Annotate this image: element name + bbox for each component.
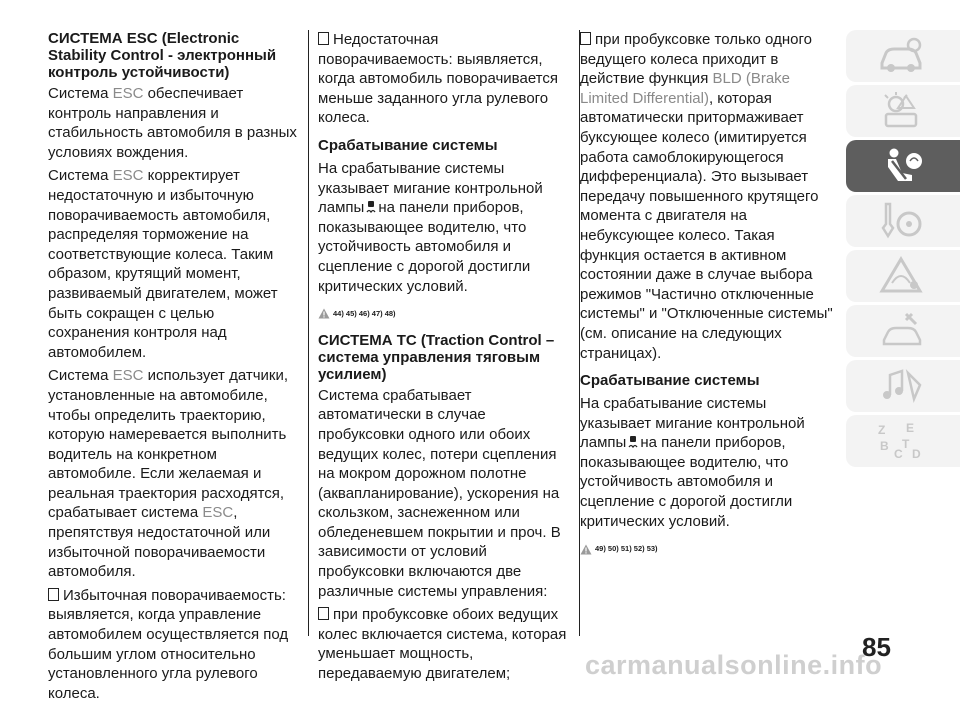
- esc-warning-lamp-icon: [365, 200, 377, 214]
- list-item: Недостаточная поворачиваемость: выявляется, когда автомобиль поворачивается меньше заданного угла рулевого колеса.: [318, 31, 558, 127]
- tab-car[interactable]: [846, 30, 960, 82]
- tab-safety[interactable]: [846, 140, 960, 192]
- music-nav-icon: [876, 365, 926, 407]
- watermark: carmanualsonline.info: [585, 650, 883, 680]
- section-heading: Срабатывание системы: [580, 372, 760, 390]
- paragraph: Система ESC корректирует недостаточную и избыточную поворачиваемость автомобиля, распределяя торможение на соответствующие колеса. Таким образом, крутящий момент, развиваемый двигателем, может быть сокращен с целью сохранения контроля над автомобилем.: [48, 167, 278, 361]
- list-item: при пробуксовке обоих ведущих колес включается система, которая уменьшает мощность, передаваемую двигателем;: [318, 606, 567, 683]
- warning-triangle-icon: [580, 544, 592, 555]
- column-divider: [308, 30, 309, 636]
- warning-reference: 49) 50) 51) 52) 53): [580, 539, 834, 559]
- paragraph: Система ESC обеспечивает контроль направления и стабильность автомобиля в разных условиях вождения.: [48, 85, 297, 161]
- warning-triangle-icon: [876, 255, 926, 297]
- esc-warning-lamp-icon: [627, 435, 639, 449]
- index-letter: Z: [878, 423, 886, 437]
- column-2: [318, 30, 570, 688]
- index-letter: D: [912, 447, 921, 461]
- warning-reference: 44) 45) 46) 47) 48): [318, 304, 570, 324]
- chapter-tabs: [846, 30, 960, 470]
- key-steering-icon: [876, 200, 926, 242]
- tab-starting-driving[interactable]: [846, 195, 960, 247]
- wrench-car-icon: [876, 310, 926, 352]
- index-letter: C: [894, 447, 903, 461]
- bullet-box-icon: [318, 607, 329, 620]
- paragraph: Система срабатывает автоматически в случае пробуксовки одного или обоих ведущих колес, потери сцепления на мокром дорожном полотне (аквапланирование), ускорения на скользком, заснеженном или обледеневшем покрытии и проч. В зависимости от условий пробуксовки включаются две различные системы управления:: [318, 386, 561, 600]
- car-icon: [876, 35, 926, 77]
- column-1: [48, 30, 298, 707]
- tab-dashboard-lights[interactable]: [846, 85, 960, 137]
- list-item: при пробуксовке только одного ведущего колеса приходит в действие функция BLD (Brake Limited Differential), которая автоматически притормаживает буксующее колесо (имитируется работа самоблокирующегося дифференциала). Это вызывает передачу повышенного крутящего момента с двигателя на небуксующее колесо. Такая функция остается в активном состоянии даже в случае выбора режимов "Частично отключенные системы" и "Отключенные системы" (см. описание на следующих страницах).: [580, 31, 833, 362]
- section-heading: Срабатывание системы: [318, 136, 498, 154]
- tab-emergency[interactable]: [846, 250, 960, 302]
- tc-heading: СИСТЕМА TC (Traction Control – система управления тяговым усилием): [318, 331, 555, 383]
- index-letter: E: [906, 421, 915, 435]
- index-letter: T: [902, 437, 910, 451]
- bullet-box-icon: [580, 32, 591, 45]
- tab-index[interactable]: [846, 415, 960, 467]
- page-number: 85: [862, 632, 891, 662]
- esc-heading: СИСТЕМА ESC (Electronic Stability Control - электронный контроль устойчивости): [48, 30, 277, 81]
- index-letter: B: [880, 439, 889, 453]
- paragraph: Система ESC использует датчики, установленные на автомобиле, чтобы определить траекторию, которую намеревается выполнить водитель на конкретном автомобиле. Если желаемая и реальная траектория расходятся, срабатывает система ESC, препятствуя недостаточной или избыточной поворачиваемости автомобиля.: [48, 367, 289, 581]
- index-letters-icon: [876, 420, 926, 462]
- bullet-box-icon: [48, 588, 59, 601]
- warning-triangle-icon: [318, 308, 330, 319]
- tab-multimedia[interactable]: [846, 360, 960, 412]
- tab-maintenance[interactable]: [846, 305, 960, 357]
- dashboard-lights-icon: [876, 90, 926, 132]
- bullet-box-icon: [318, 32, 329, 45]
- list-item: Избыточная поворачиваемость: выявляется, когда управление автомобилем осуществляется под большим углом относительно установленного угла рулевого колеса.: [48, 586, 289, 702]
- paragraph: На срабатывание системы указывает мигание контрольной лампы на панели приборов, показывающее водителю, что устойчивость автомобиля и сцепление с дорогой достигли критических условий.: [318, 159, 543, 295]
- paragraph: На срабатывание системы указывает мигание контрольной лампы на панели приборов, показывающее водителю, что устойчивость автомобиля и сцепление с дорогой достигли критических условий.: [580, 395, 805, 530]
- column-3: [580, 30, 834, 567]
- seat-airbag-icon: [876, 145, 926, 187]
